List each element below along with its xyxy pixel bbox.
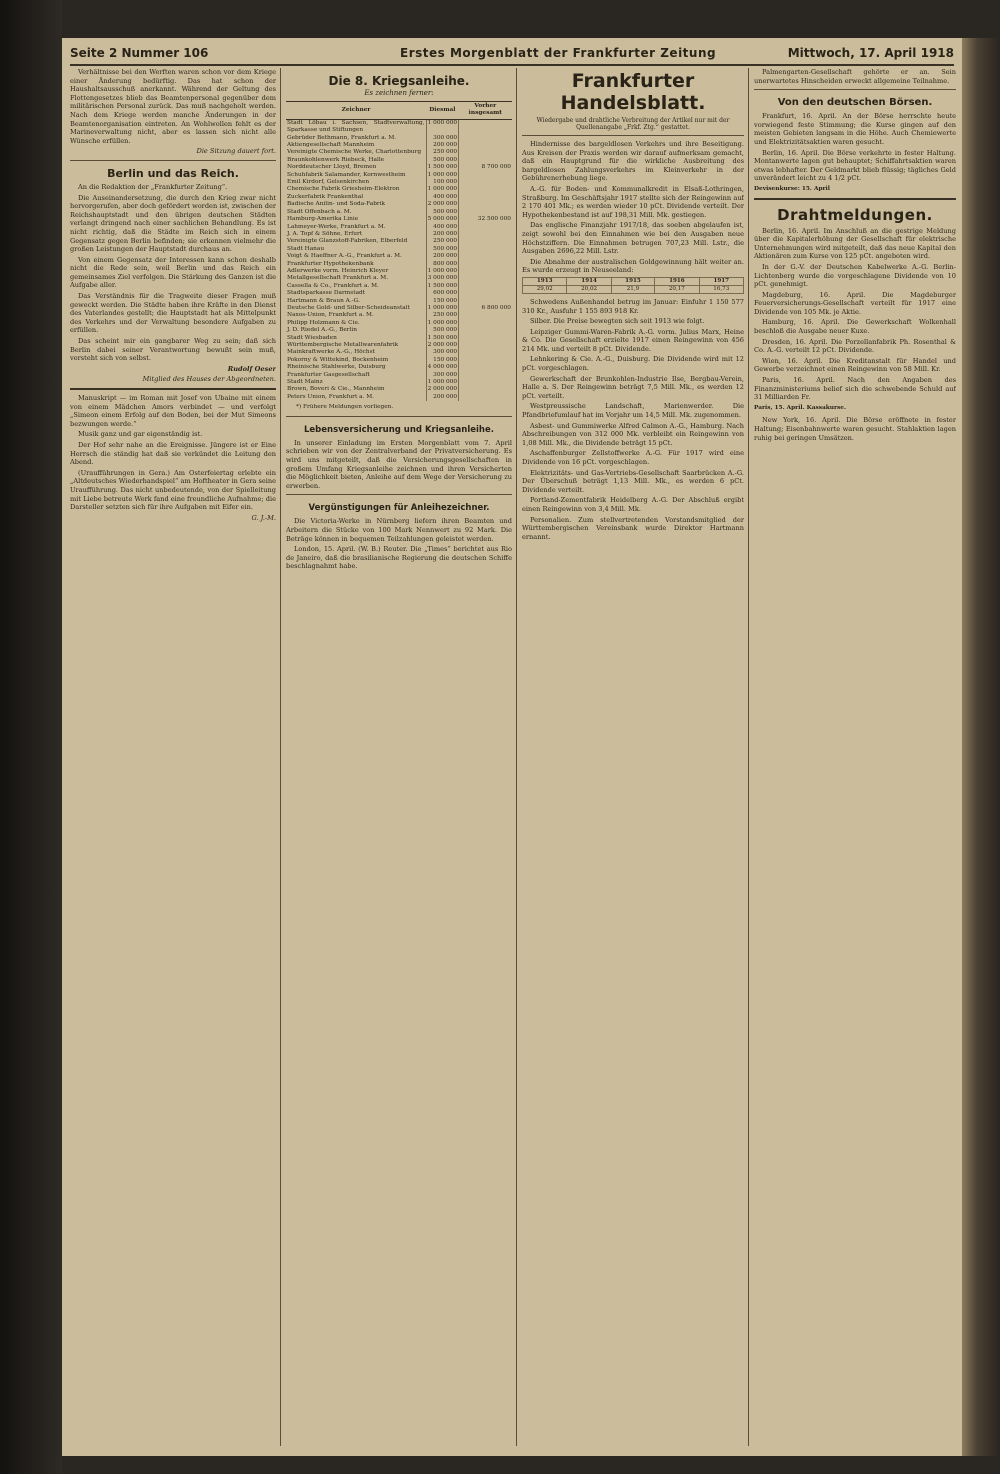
- amount-previous: [459, 386, 512, 393]
- amount-current: 150 000: [426, 357, 459, 364]
- amount-previous: 8 700 000: [459, 164, 512, 171]
- paragraph: Das scheint mir ein gangbarer Weg zu sein; daß sich Berlin dabei seiner Verantwortung bewußt sein muß, versteht sich von selbst.: [70, 337, 276, 363]
- table-row: [286, 364, 512, 371]
- newspaper-page: [62, 38, 962, 1456]
- table-row: [286, 201, 512, 208]
- subscriber-name: Deutsche Gold- und Silber-Scheideanstalt: [287, 304, 410, 311]
- amount-previous: [459, 119, 512, 134]
- amount-current: 150 000: [426, 298, 459, 305]
- subscriber-name: Württembergische Metallwarenfabrik: [287, 342, 399, 348]
- paragraph: An die Redaktion der „Frankfurter Zeitung“.: [78, 182, 228, 191]
- column-header-vorher: Vorher insgesamt: [459, 102, 512, 120]
- table-cell: 1916: [655, 277, 699, 285]
- amount-current: 3 000 000: [427, 275, 458, 282]
- divider: [286, 494, 512, 495]
- amount-previous: [459, 275, 512, 282]
- subscriber-name: Stadt Wiesbaden: [287, 334, 337, 341]
- table-cell: 20,17: [655, 285, 699, 293]
- column-rule: [748, 68, 749, 1446]
- paragraph: Gewerkschaft der Brunkohlen-Industrie Ilse, Bergbau-Verein, Halle a. S. Der Reingewinn beträgt 7,5 Mill. Mk., es werden 12 pCt. verteilt.: [522, 374, 744, 400]
- amount-previous: [459, 298, 512, 305]
- subscriber-name: Emil Kirdorf, Gelsenkirchen: [287, 179, 370, 186]
- amount-previous: [459, 209, 512, 216]
- table-row: [286, 275, 512, 282]
- amount-previous: 6 800 000: [459, 305, 512, 312]
- subscriber-name: Philipp Holzmann & Cie.: [287, 319, 360, 326]
- subscriber-name: Mainkraftwerke A.-G., Höchst: [287, 349, 375, 356]
- subscriber-name: Lahmeyer-Werke, Frankfurt a. M.: [287, 223, 386, 230]
- amount-previous: [459, 349, 512, 356]
- amount-previous: [459, 283, 512, 290]
- amount-current: 100 000: [426, 179, 459, 186]
- paragraph: Personalien. Zum stellvertretenden Vorstandsmitglied der Württembergischen Vereinsbank wurde Direktor Hartmann ernannt.: [522, 515, 744, 541]
- subscriber-name: Frankfurter Hypothekenbank: [287, 260, 374, 267]
- amount-previous: [459, 379, 512, 386]
- amount-current: 600 000: [426, 290, 459, 297]
- amount-current: 4 000 000: [427, 364, 458, 371]
- table-row: [286, 386, 512, 393]
- paragraph: Aschaffenburger Zellstoffwerke A.-G. Für 1917 wird eine Dividende von 16 pCt. vorgeschlagen.: [522, 449, 744, 466]
- subscriber-name: Pokorny & Wittekind, Bockenheim: [287, 356, 389, 363]
- amount-previous: [459, 253, 512, 260]
- table-cell: 1917: [699, 277, 743, 285]
- paragraph: London, 15. April. (W. B.) Reuter. Die „Times“ berichtet aus Rio de Janeiro, daß die brasilianische Regierung die deutschen Schiffe beschlagnahmt habe.: [286, 545, 512, 571]
- column-2: [286, 68, 512, 1448]
- subscriber-name: Hartmann & Braun A.-G.: [287, 297, 360, 304]
- table-row: [286, 142, 512, 149]
- divider: [70, 160, 276, 161]
- paragraph: Die Victoria-Werke in Nürnberg liefern ihren Beamten und Arbeitern die Stücke von 100 Mark Nennwert zu 92 Mark. Die Beträge können in bequemen Teilzahlungen geleistet werden.: [286, 517, 512, 543]
- article-heading-berlin: Berlin und das Reich.: [107, 166, 239, 180]
- column-4: [754, 68, 956, 1448]
- table-cell: 1915: [611, 277, 654, 285]
- subscriber-name: Naxos-Union, Frankfurt a. M.: [287, 312, 374, 319]
- amount-current: 200 000: [426, 394, 459, 401]
- subscriber-name: Rheinische Stahlwerke, Duisburg: [287, 364, 386, 371]
- table-row: [286, 149, 512, 156]
- paragraph: Frankfurt, 16. April. An der Börse herrschte heute vorwiegend feste Stimmung; die Kurse gingen auf den meisten Gebieten langsam in die Höhe. Auch Chemiewerte und Elektrizitätsaktien waren gesucht.: [754, 112, 956, 146]
- paragraph: Berlin, 16. April. Die Börse verkehrte in fester Haltung. Montanwerte lagen gut behauptet; Schiffahrtsaktien waren etwas lebhafter. Der Geldmarkt blieb flüssig; tägliches Geld unverändert leicht zu 4 1/2 pCt.: [754, 148, 956, 183]
- amount-previous: [459, 327, 512, 334]
- feuilleton-divider: [70, 388, 276, 390]
- amount-current: 1 000 000: [427, 304, 458, 311]
- amount-current: 200 000: [426, 253, 459, 260]
- handelsblatt-subtitle: Wiedergabe und drahtliche Verbreitung der Artikel nur mit der Quellenangabe „Frkf. Ztg.“ gestattet.: [536, 117, 730, 131]
- paragraph: Schwedens Außenhandel betrug im Januar: Einfuhr 1 150 577 310 Kr., Ausfuhr 1 155 893 918 Kr.: [522, 297, 744, 315]
- amount-current: 250 000: [426, 149, 459, 156]
- amount-previous: [459, 224, 512, 231]
- subscriber-name: Vereinigte Glanzstoff-Fabriken, Elberfeld: [287, 238, 408, 245]
- table-row: [286, 379, 512, 386]
- paragraph: Die Auseinandersetzung, die durch den Krieg zwar nicht hervorgerufen, aber doch gefördert worden ist, zwischen der Reichshauptstadt und den übrigen deutschen Städten verlangt dringend nach einer sachlichen Behandlung. Es ist nicht richtig, daß die Städte im Reich sich in einem Gegensatz gegen Berlin befinden; sie erkennen vielmehr die großen Leistungen der Hauptstadt durchaus an.: [70, 193, 276, 254]
- amount-previous: [459, 172, 512, 179]
- amount-previous: [459, 261, 512, 268]
- loan-footnote: *) Frühere Meldungen vorliegen.: [296, 404, 394, 411]
- paragraph: Palmengarten-Gesellschaft gehörte er an. Sein unerwartetes Hinscheiden erweckt allgemeine Teilnahme.: [754, 68, 956, 85]
- loan-heading: Die 8. Kriegsanleihe.: [328, 74, 470, 88]
- table-row: [286, 298, 512, 305]
- amount-previous: [459, 238, 512, 245]
- table-row: [286, 357, 512, 364]
- paragraph: Hindernisse des bargeldlosen Verkehrs und ihre Beseitigung. Aus Kreisen der Praxis werden wir darauf aufmerksam gemacht, daß ein Hauptgrund für die wirkliche Ausbreitung des bargeldlosen Zahlungsverkehrs im Kleinverkehr in der Gebührenerhebung liege.: [522, 140, 744, 183]
- subscriber-name: Voigt & Haeffner A.-G., Frankfurt a. M.: [287, 253, 402, 260]
- amount-current: 5 000 000: [427, 216, 458, 223]
- amount-current: 1 500 000: [427, 282, 458, 289]
- subscriber-name: Cassella & Co., Frankfurt a. M.: [287, 282, 379, 289]
- paragraph: Dresden, 16. April. Die Porzellanfabrik Ph. Rosenthal & Co. A.-G. verteilt 12 pCt. Dividende.: [754, 337, 956, 355]
- table-row: [286, 135, 512, 142]
- devisen-caption: Devisenkurse: 15. April: [754, 185, 830, 192]
- table-row: [286, 157, 512, 164]
- amount-current: 400 000: [426, 194, 459, 201]
- table-row: [286, 253, 512, 260]
- masthead-title: Erstes Morgenblatt der Frankfurter Zeitung: [400, 46, 717, 60]
- paragraph: Berlin, 16. April. Im Anschluß an die gestrige Meldung über die Kapitalerhöhung der Gesellschaft für elektrische Unternehmungen wird mitgeteilt, daß das neue Kapital den Aktionären zum Kurse von 125 pCt. angeboten wird.: [754, 226, 956, 261]
- table-row: [286, 119, 512, 134]
- masthead-date: Mittwoch, 17. April 1918: [787, 46, 954, 60]
- subscriber-name: Badische Anilin- und Soda-Fabrik: [287, 201, 386, 208]
- paragraph: Magdeburg, 16. April. Die Magdeburger Feuerversicherungs-Gesellschaft verteilt für 1917 eine Dividende von 105 Mk. je Aktie.: [754, 290, 956, 316]
- table-row: [286, 372, 512, 379]
- amount-previous: [459, 149, 512, 156]
- amount-current: 1 500 000: [427, 164, 458, 171]
- paragraph: In unserer Einladung im Ersten Morgenblatt vom 7. April schrieben wir von der Zentralverband der Privatversicherung. Es wird uns mitgeteilt, daß die Versicherungsgesellschaften in großem Umfang Kriegsanleihe zeichnen und ihren Versicherten die Möglichkeit bieten, Anleihe auf dem Wege der Versicherung zu erwerben.: [286, 438, 512, 490]
- author-role: Mitglied des Hauses der Abgeordneten.: [142, 375, 276, 384]
- amount-current: 200 000: [426, 231, 459, 238]
- subscriber-name: Chemische Fabrik Griesheim-Elektron: [287, 186, 400, 193]
- article-heading-insurance: Lebensversicherung und Kriegsanleihe.: [304, 424, 494, 435]
- amount-previous: [459, 268, 512, 275]
- subscriber-name: Stadtsparkasse Darmstadt: [287, 290, 366, 297]
- amount-previous: [459, 320, 512, 327]
- amount-previous: [459, 194, 512, 201]
- paragraph: Hamburg, 16. April. Die Gewerkschaft Wolkenhall beschloß die Ausgabe neuer Kuxe.: [754, 318, 956, 336]
- amount-previous: [459, 364, 512, 371]
- paragraph: Der Hof sehr nahe an die Ereignisse. Jüngere ist er Eine Herrsch die ständig hat daß sie verkündet die Leitung den Abend.: [70, 440, 276, 467]
- column-rule: [280, 68, 281, 1446]
- paragraph: In der G.-V. der Deutschen Kabelwerke A.-G. Berlin-Lichtenberg wurde die vorgeschlagene Dividende von 10 pCt. genehmigt.: [754, 262, 956, 289]
- amount-previous: [459, 201, 512, 208]
- subscriber-name: J. D. Riedel A.-G., Berlin: [287, 327, 358, 334]
- table-row: [523, 277, 744, 285]
- table-row: [286, 312, 512, 319]
- amount-previous: [459, 394, 512, 401]
- amount-previous: [459, 342, 512, 349]
- article-heading-drahtmeldungen: Drahtmeldungen.: [777, 205, 933, 224]
- amount-previous: [459, 186, 512, 193]
- amount-current: 200 000: [426, 142, 459, 149]
- divider: [754, 198, 956, 200]
- table-cell: 16,73: [699, 285, 743, 293]
- paragraph: Verhältnisse bei den Werften waren schon vor dem Kriege einer Änderung bedürftig. Das hat schon der Haushaltsausschuß anerkannt. Während der Geltung des Flottengesetzes blieb das Beamtenpersonal gegenüber dem militärischen Personal zurück. Das muß nachgeholt werden. Nach dem Kriege werden manche Änderungen in der Beamtenorganisation eintreten. An Wohlwollen fehlt es der Marineverwaltung nicht, aber es lassen sich nicht alle Wünsche erfüllen.: [70, 68, 276, 145]
- subscriber-name: Stadt Hanau: [287, 245, 325, 252]
- table-row: [286, 194, 512, 201]
- amount-current: 1 000 000: [426, 119, 459, 134]
- table-row: [286, 268, 512, 275]
- amount-previous: [459, 142, 512, 149]
- amount-current: 1 000 000: [427, 186, 458, 193]
- table-header-row: [286, 102, 512, 120]
- paragraph: Elektrizitäts- und Gas-Vertriebs-Gesellschaft Saarbrücken A.-G. Der Überschuß beträgt 1,13 Mill. Mk., es werden 6 pCt. Dividende verteilt.: [522, 468, 744, 494]
- table-cell: 29,02: [523, 285, 567, 293]
- scan-left-edge: [0, 0, 62, 1474]
- amount-current: 500 000: [426, 157, 459, 164]
- subscriber-name: Peters Union, Frankfurt a. M.: [287, 393, 375, 400]
- paragraph: Silber. Die Preise bewegten sich seit 1913 wie folgt.: [530, 317, 705, 326]
- subscriber-name: Braunkohlenwerk Riebeck, Halle: [287, 156, 385, 163]
- table-cell: 1914: [567, 277, 611, 285]
- amount-previous: [459, 135, 512, 142]
- table-row: [286, 186, 512, 193]
- table-row: [286, 246, 512, 253]
- session-note: Die Sitzung dauert fort.: [196, 147, 276, 156]
- column-header-zeichner: Zeichner: [286, 102, 426, 120]
- paragraph: Die Abnahme der australischen Goldgewinnung hält weiter an. Es wurde erzeugt in Neuseeland:: [522, 257, 744, 275]
- column-rule: [516, 68, 517, 1446]
- column-3: [522, 68, 744, 1448]
- amount-current: 400 000: [426, 224, 459, 231]
- table-cell: 1913: [523, 277, 567, 285]
- paragraph: (Uraufführungen in Gera.) Am Osterfeiertag erlebte ein „Altdeutsches Wiederhandspiel“ am Hoftheater in Gera seine Uraufführung. Das nicht unbedeutende, von der Spielleitung mit Liebe betreute Werk fand eine freundliche Aufnahme; die Darsteller setzten sich für ihre Aufgaben mit Eifer ein.: [70, 468, 276, 512]
- paragraph: Westpreussische Landschaft, Marienwerder. Die Pfandbriefumlauf hat im Vorjahr um 14,5 Mill. Mk. zugenommen.: [522, 402, 744, 420]
- paragraph: Lehnkering & Cie. A.-G., Duisburg. Die Dividende wird mit 12 pCt. vorgeschlagen.: [522, 355, 744, 373]
- table-row: [286, 327, 512, 334]
- column-1: [70, 68, 276, 1448]
- subscriber-name: Frankfurter Gasgesellschaft: [287, 371, 370, 378]
- subscriber-name: Zuckerfabrik Frankenthal: [287, 193, 364, 200]
- amount-current: 2 000 000: [427, 201, 458, 208]
- subscriber-name: Schuhfabrik Salamander, Kornwestheim: [287, 171, 406, 178]
- subscriber-name: Vereinigte Chemische Werke, Charlottenburg: [287, 149, 422, 156]
- amount-previous: [459, 290, 512, 297]
- amount-previous: 32 500 000: [459, 216, 512, 223]
- paragraph: Leipziger Gummi-Waren-Fabrik A.-G. vorm. Julius Marx, Heine & Co. Die Gesellschaft erzielte 1917 einen Reingewinn von 456 214 Mk. und verteilt 8 pCt. Dividende.: [522, 327, 744, 353]
- paragraph: Portland-Zementfabrik Heidelberg A.-G. Der Abschluß ergibt einen Reingewinn von 3,4 Mill. Mk.: [522, 496, 744, 513]
- amount-current: 2 000 000: [427, 342, 458, 348]
- amount-current: 1 500 000: [427, 334, 458, 341]
- paragraph: Das Verständnis für die Tragweite dieser Fragen muß geweckt werden. Die Städte haben ihre Kräfte in den Dienst des Vaterlandes gestellt; die Hauptstadt hat als Mittelpunkt des Verkehrs und der Verwaltung besondere Aufgaben zu erfüllen.: [70, 292, 276, 335]
- table-row: [286, 209, 512, 216]
- amount-current: 500 000: [426, 209, 459, 216]
- paragraph: A.-G. für Boden- und Kommunalkredit in Elsaß-Lothringen, Straßburg. Im Geschäftsjahr 1917 stellte sich der Reingewinn auf 2 170 401 Mk.; es werden wieder 10 pCt. Dividende verteilt. Der Hypothekenbestand ist auf 198,31 Mill. Mk. gestiegen.: [522, 184, 744, 219]
- subscriber-name: Norddeutscher Lloyd, Bremen: [287, 164, 377, 171]
- gold-production-table: [522, 277, 744, 294]
- table-row: [286, 349, 512, 356]
- amount-current: 300 000: [426, 372, 459, 379]
- subscriber-name: Adlerwerke vorm. Heinrich Kleyer: [287, 267, 389, 274]
- paragraph: Von einem Gegensatz der Interessen kann schon deshalb nicht die Rede sein, weil Berlin und das Reich ein gemeinsames Ziel verfolgen. Die Stärkung des Ganzen ist die Aufgabe aller.: [70, 255, 276, 290]
- paragraph: Das englische Finanzjahr 1917/18, das soeben abgelaufen ist, zeigt sowohl bei den Einnahmen wie bei den Ausgaben neue Höchstziffern. Die Einnahmen betrugen 707,23 Mill. Lstr., die Ausgaben 2696,22 Mill. Lstr.: [522, 221, 744, 256]
- amount-previous: [459, 312, 512, 319]
- amount-current: 2 000 000: [427, 386, 458, 393]
- amount-previous: [459, 357, 512, 364]
- subscriber-name: Aktiengesellschaft Mannheim: [287, 142, 375, 149]
- paragraph: Wien, 16. April. Die Kreditanstalt für Handel und Gewerbe verzeichnet einen Reingewinn von 58 Mill. Kr.: [754, 356, 956, 374]
- amount-current: 1 000 000: [427, 379, 458, 386]
- paris-caption: Paris, 15. April. Kassakurse.: [754, 404, 846, 411]
- paragraph: Manuskript — im Roman mit Josef von Ubaine mit einem von einem Mädchen Amors verbindet — und verfolgt „Simeon einem Erfolg auf den Boden, bei der Mut Simeons bezwungen werde.“: [70, 394, 276, 428]
- table-row: [286, 261, 512, 268]
- subscriber-name: Gebrüder Bethmann, Frankfurt a. M.: [287, 134, 397, 141]
- table-row: [286, 224, 512, 231]
- loan-subheading: Es zeichnen ferner:: [364, 89, 434, 97]
- table-row: [286, 290, 512, 297]
- subscriber-name: Hamburg-Amerika Linie: [287, 216, 359, 223]
- amount-current: 1 000 000: [427, 267, 458, 274]
- masthead-page-number: Seite 2 Nummer 106: [70, 46, 209, 60]
- amount-current: 800 000: [426, 261, 459, 268]
- table-row: [523, 285, 744, 293]
- table-row: [286, 179, 512, 186]
- table-row: [286, 216, 512, 223]
- paragraph: Asbest- und Gummiwerke Alfred Calmon A.-G., Hamburg. Nach Abschreibungen von 312 000 Mk. verbleibt ein Reingewinn von 1,08 Mill. Mk., die Dividende beträgt 15 pCt.: [522, 421, 744, 447]
- table-cell: 20,02: [567, 285, 611, 293]
- paragraph: New York, 16. April. Die Börse eröffnete in fester Haltung; Eisenbahnwerte waren gesucht. Stahlaktien lagen ruhig bei geringen Umsätzen.: [754, 416, 956, 442]
- amount-previous: [459, 335, 512, 342]
- table-row: [286, 172, 512, 179]
- subscriber-name: Brown, Boveri & Cie., Mannheim: [287, 386, 385, 393]
- table-row: [286, 238, 512, 245]
- handelsblatt-title: Frankfurter Handelsblatt.: [560, 70, 706, 114]
- amount-current: 500 000: [426, 246, 459, 253]
- table-row: [286, 231, 512, 238]
- table-row: [286, 394, 512, 401]
- table-row: [286, 335, 512, 342]
- table-row: [286, 305, 512, 312]
- table-row: [286, 342, 512, 349]
- subscriber-name: Stadt Offenbach a. M.: [287, 208, 352, 215]
- paragraph: Musik ganz und gar eigenständig ist.: [78, 430, 203, 439]
- amount-previous: [459, 372, 512, 379]
- amount-current: 500 000: [426, 327, 459, 334]
- subscriber-name: Metallgesellschaft Frankfurt a. M.: [287, 275, 389, 282]
- subscriber-name: Stadt Löbau i. Sachsen, Stadtverwaltung, Sparkasse und Stiftungen: [287, 119, 425, 134]
- table-cell: 21,9: [611, 285, 654, 293]
- article-heading-benefits: Vergünstigungen für Anleihezeichner.: [308, 503, 490, 514]
- subscriber-name: J. A. Topf & Söhne, Erfurt: [287, 230, 363, 237]
- amount-current: 300 000: [426, 349, 459, 356]
- subscriber-name: Stadt Mainz: [287, 379, 323, 386]
- table-row: [286, 164, 512, 171]
- article-heading-boersen: Von den deutschen Börsen.: [777, 97, 933, 109]
- amount-current: 300 000: [426, 135, 459, 142]
- column-header-diesmal: Diesmal: [426, 102, 459, 120]
- table-row: [286, 320, 512, 327]
- table-row: [286, 283, 512, 290]
- divider: [522, 135, 744, 136]
- author-signature: Rudolf Oeser: [227, 364, 276, 373]
- amount-previous: [459, 179, 512, 186]
- masthead: [70, 46, 954, 66]
- amount-current: 250 000: [426, 312, 459, 319]
- scan-right-edge: [962, 38, 1000, 1456]
- loan-subscribers-table: [286, 101, 512, 401]
- amount-previous: [459, 231, 512, 238]
- loan-table-body: [286, 119, 512, 401]
- paragraph: Paris, 16. April. Nach den Angaben des Finanzministeriums belief sich die schwebende Schuld auf 31 Milliarden Fr.: [754, 376, 956, 402]
- amount-current: 250 000: [426, 238, 459, 245]
- amount-current: 1 000 000: [427, 319, 458, 326]
- amount-current: 1 000 000: [427, 171, 458, 178]
- amount-previous: [459, 157, 512, 164]
- amount-previous: [459, 246, 512, 253]
- feuilleton-signature: G. J.-M.: [251, 513, 276, 522]
- divider: [286, 416, 512, 417]
- divider: [754, 89, 956, 90]
